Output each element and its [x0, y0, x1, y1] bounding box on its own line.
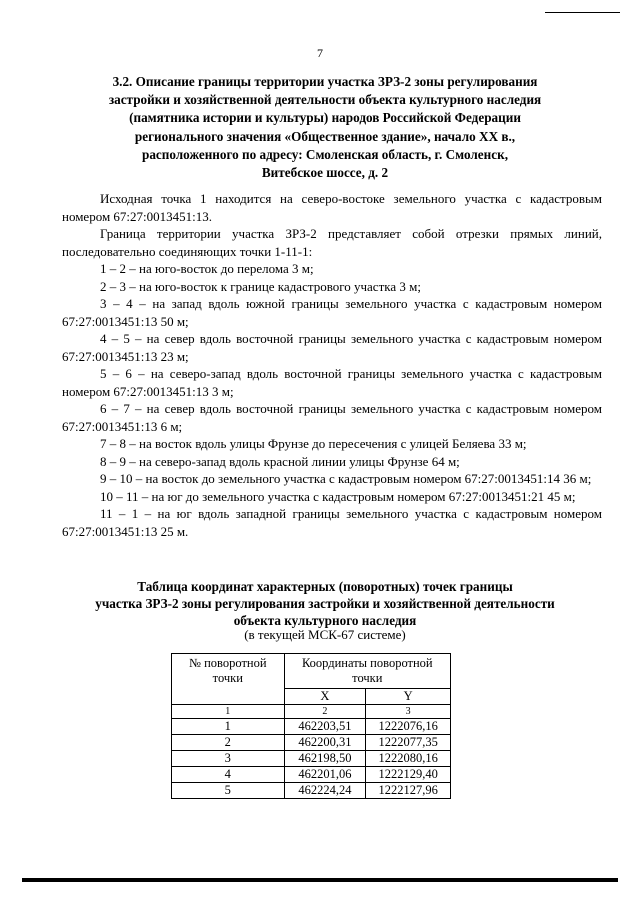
index-cell: 2	[284, 705, 366, 719]
table-row	[172, 783, 451, 799]
bottom-rule	[22, 878, 618, 882]
paragraph: 11 – 1 – на юг вдоль западной границы земельного участка с кадастровым номером 67:27:0013451:13 25 м.	[62, 506, 602, 539]
paragraph: 4 – 5 – на север вдоль восточной границы земельного участка с кадастровым номером 67:27:0013451:13 23 м;	[62, 331, 602, 364]
table-row	[172, 719, 451, 735]
top-rule	[545, 12, 620, 13]
header-y: Y	[366, 689, 451, 705]
section-heading	[60, 73, 590, 182]
paragraph: Исходная точка 1 находится на северо-востоке земельного участка с кадастровым номером 67:27:0013451:13.	[62, 191, 602, 224]
header-point-number: № поворотной точки	[172, 654, 285, 705]
heading-line: Витебское шоссе, д. 2	[261, 165, 389, 181]
point-number-cell: 4	[172, 767, 285, 783]
header-coordinates: Координаты поворотной точки	[284, 654, 450, 689]
table-row	[172, 751, 451, 767]
table-subtitle: (в текущей МСК-67 системе)	[244, 627, 406, 642]
heading-line: застройки и хозяйственной деятельности объекта культурного наследия	[108, 92, 542, 108]
page-number: 7	[317, 46, 323, 60]
y-cell: 1222080,16	[366, 751, 451, 767]
boundary-description	[62, 190, 602, 540]
table-title-line: Таблица координат характерных (поворотных) точек границы	[137, 579, 513, 594]
index-cell: 3	[366, 705, 451, 719]
x-cell: 462203,51	[284, 719, 366, 735]
x-cell: 462198,50	[284, 751, 366, 767]
heading-line: (памятника истории и культуры) народов Российской Федерации	[129, 110, 521, 126]
table-title-line: объекта культурного наследия	[233, 613, 417, 628]
paragraph: 3 – 4 – на запад вдоль южной границы земельного участка с кадастровым номером 67:27:0013451:13 50 м;	[62, 296, 602, 329]
heading-line: расположенного по адресу: Смоленская область, г. Смоленск,	[141, 146, 508, 162]
y-cell: 1222076,16	[366, 719, 451, 735]
paragraph: 1 – 2 – на юго-восток до перелома 3 м;	[100, 261, 314, 276]
y-cell: 1222077,35	[366, 735, 451, 751]
index-cell: 1	[172, 705, 285, 719]
table-row	[172, 735, 451, 751]
paragraph: 9 – 10 – на восток до земельного участка с кадастровым номером 67:27:0013451:14 36 м;	[100, 471, 592, 486]
table-row	[172, 767, 451, 783]
x-cell: 462201,06	[284, 767, 366, 783]
point-number-cell: 2	[172, 735, 285, 751]
paragraph: 2 – 3 – на юго-восток к границе кадастрового участка 3 м;	[100, 278, 421, 294]
paragraph: Граница территории участка ЗРЗ-2 представляет собой отрезки прямых линий, последовательно соединяющих точки 1-11-1:	[62, 226, 602, 259]
paragraph: 6 – 7 – на север вдоль восточной границы земельного участка с кадастровым номером 67:27:0013451:13 6 м;	[62, 401, 602, 434]
x-cell: 462200,31	[284, 735, 366, 751]
y-cell: 1222127,96	[366, 783, 451, 799]
coordinates-table	[171, 653, 451, 799]
x-cell: 462224,24	[284, 783, 366, 799]
table-title	[60, 578, 590, 629]
point-number-cell: 5	[172, 783, 285, 799]
paragraph: 10 – 11 – на юг до земельного участка с кадастровым номером 67:27:0013451:21 45 м;	[100, 488, 576, 504]
point-number-cell: 1	[172, 719, 285, 735]
heading-line: регионального значения «Общественное здание», начало XX в.,	[134, 128, 516, 144]
y-cell: 1222129,40	[366, 767, 451, 783]
paragraph: 5 – 6 – на северо-запад вдоль восточной границы земельного участка с кадастровым номером 67:27:0013451:13 3 м;	[62, 366, 602, 399]
heading-line: 3.2. Описание границы территории участка ЗРЗ-2 зоны регулирования	[112, 74, 538, 89]
table-title-line: участка ЗРЗ-2 зоны регулирования застройки и хозяйственной деятельности	[95, 596, 555, 611]
header-x: X	[284, 689, 366, 705]
paragraph: 8 – 9 – на северо-запад вдоль красной линии улицы Фрунзе 64 м;	[100, 453, 460, 469]
point-number-cell: 3	[172, 751, 285, 767]
paragraph: 7 – 8 – на восток вдоль улицы Фрунзе до пересечения с улицей Беляева 33 м;	[100, 436, 527, 451]
